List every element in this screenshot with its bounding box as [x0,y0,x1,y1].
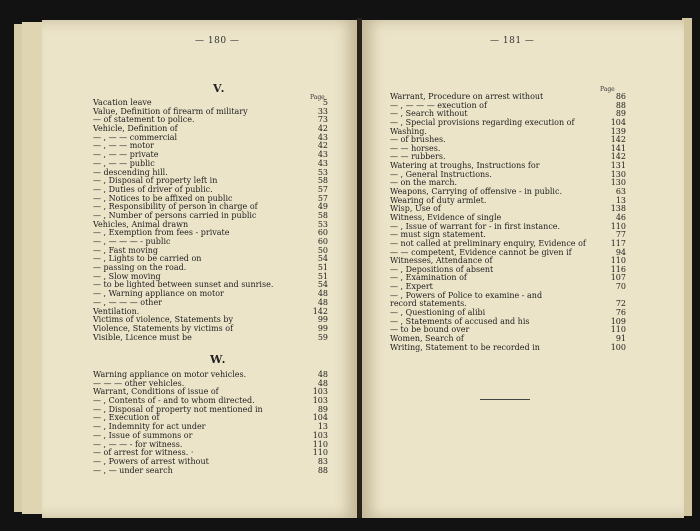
entry-page-number: 86 [615,92,626,101]
entry-page-number: 89 [317,404,328,414]
entry-page-number: 48 [317,297,328,307]
entry-text: Warrant, Conditions of issue of [93,387,219,397]
entry-page-number: 110 [610,325,626,335]
entry-text: — , Issue of warrant for - in first instance. [390,221,561,231]
entry-page-number: 48 [317,370,328,379]
entry-text: Witnesses, Attendance of [390,256,493,266]
entry-page-number: 138 [610,204,626,214]
entry-text: — , Warning appliance on motor [93,289,224,299]
entry-text: — — rubbers. [390,152,446,162]
entry-page-number: 142 [312,306,328,316]
entry-text: — , General Instructions. [390,169,492,179]
entry-text: — , Duties of driver of public. [93,184,213,194]
page-column-label: Page [600,86,615,93]
entry-page-number: 51 [317,271,328,281]
entry-text: Women, Search of [390,333,464,343]
entry-text: — — — other vehicles. [93,378,185,388]
entry-page-number: 43 [317,132,328,142]
entry-page-number: 104 [312,413,328,423]
entry-text: — , — — public [93,158,155,168]
entry-text: — not called at preliminary enquiry, Evidence of [390,238,586,248]
entry-page-number: 109 [610,316,626,326]
entry-page-number: 77 [615,230,626,240]
entry-text: — of arrest for witness. · [93,448,194,458]
entry-text: — , — — motor [93,141,154,151]
entry-text: — on the march. [390,178,458,188]
page-edges-left-inner [22,22,44,514]
entry-page-number: 70 [615,282,626,292]
entry-text: — , — — private [93,150,159,160]
entry-page-number: 57 [317,184,328,194]
index-list-v [93,99,328,342]
entry-page-number: 54 [317,254,328,264]
entry-text: — , Disposal of property left in [93,176,218,186]
entry-page-number: 13 [615,195,626,205]
entry-text: — , Statements of accused and his [390,316,530,326]
entry-page-number: 63 [615,187,626,197]
entry-page-number: 43 [317,150,328,160]
entry-text: — , — — commercial [93,132,178,142]
entry-text: — , Questioning of alibi [390,308,486,318]
page-column-label: Page [310,94,325,101]
entry-text: Visible, Licence must be [93,332,192,342]
entry-page-number: 50 [317,245,328,255]
entry-text: — — horses. [390,143,441,153]
entry-text: Vacation leave [93,98,152,107]
entry-text: — , Responsibility of person in charge of [93,202,258,212]
entry-page-number: 110 [610,256,626,266]
entry-text: Writing, Statement to be recorded in [390,342,540,352]
section-heading-v: V. [213,82,226,95]
entry-text: Warning appliance on motor vehicles. [93,370,247,379]
entry-text: — of brushes. [390,135,446,145]
entry-page-number: 33 [317,106,328,116]
index-list-w [93,371,328,475]
entry-text: — , Search without [390,109,468,119]
entry-text: — , Execution of [93,413,160,423]
entry-page-number: 48 [317,289,328,299]
entry-page-number: 60 [317,237,328,246]
entry-page-number: 110 [312,448,328,458]
entry-page-number: 58 [317,176,328,186]
entry-page-number: 72 [615,299,626,309]
entry-text: — , — — - for witness. [93,439,183,449]
entry-page-number: 94 [615,247,626,257]
index-entry [390,344,626,353]
entry-text: — , Notices to be affixed on public [93,193,233,203]
entry-page-number: 107 [610,273,626,283]
entry-text: Watering at troughs, Instructions for [390,161,540,171]
entry-text: Violence, Statements by victims of [93,323,234,333]
section-heading-w: W. [210,353,227,366]
entry-text: — , Expert [390,282,433,292]
entry-page-number: 117 [610,238,626,248]
entry-text: — to be lighted between sunset and sunrise. [93,280,274,290]
entry-page-number: 59 [317,332,328,342]
entry-page-number: 100 [610,342,626,352]
entry-text: Victims of violence, Statements by [93,315,234,325]
entry-text: record statements. [390,299,467,309]
entry-page-number: 91 [615,333,626,343]
entry-text: — , Powers of Police to examine - and [390,290,543,300]
entry-page-number: 42 [317,124,328,134]
entry-text: Vehicle, Definition of [93,124,178,134]
entry-text: — , Exemption from fees - private [93,228,230,238]
entry-page-number: 43 [317,158,328,168]
entry-text: — of statement to police. [93,115,195,125]
entry-text: — , Depositions of absent [390,264,494,274]
entry-text: — , — — — other [93,297,162,307]
entry-page-number: 103 [312,396,328,406]
entry-page-number: 99 [317,315,328,325]
entry-text: — , Special provisions regarding execution of [390,117,575,127]
index-entry [93,334,328,343]
entry-text: Vehicles, Animal drawn [93,219,189,229]
entry-page-number: 103 [312,387,328,397]
entry-text: Wisp, Use of [390,204,441,214]
entry-page-number: 73 [317,115,328,125]
entry-page-number: 131 [610,161,626,171]
entry-text: Witness, Evidence of single [390,212,502,222]
entry-text: — , Powers of arrest without [93,456,209,466]
entry-text: — , Indemnity for act under [93,422,206,432]
entry-text: — , — — — - public [93,237,171,246]
left-page-number: — 180 — [195,36,240,46]
entry-page-number: 76 [615,308,626,318]
entry-text: — , — — — execution of [390,100,487,110]
entry-page-number: 46 [615,212,626,222]
index-list-w-continued [390,93,626,352]
entry-page-number: 116 [610,264,626,274]
entry-page-number: 142 [610,135,626,145]
entry-text: Ventilation. [93,306,140,316]
entry-page-number: 54 [317,280,328,290]
entry-text: — must sign statement. [390,230,486,240]
entry-text: — descending hill. [93,167,168,177]
entry-text: — , — under search [93,465,173,475]
entry-page-number: 110 [610,221,626,231]
entry-page-number: 104 [610,117,626,127]
entry-page-number: 48 [317,378,328,388]
entry-page-number: 5 [322,98,328,107]
entry-page-number: 60 [317,228,328,238]
entry-page-number: 130 [610,169,626,179]
book-spine [357,18,362,518]
entry-text: — passing on the road. [93,263,187,273]
entry-page-number: 99 [317,323,328,333]
index-entry [93,467,328,476]
entry-page-number: 142 [610,152,626,162]
entry-page-number: 110 [312,439,328,449]
entry-page-number: 88 [615,100,626,110]
entry-text: — , Contents of - and to whom directed. [93,396,255,406]
entry-text: Washing. [390,126,427,136]
entry-page-number: 13 [317,422,328,432]
entry-page-number: 51 [317,263,328,273]
entry-text: — , Slow moving [93,271,161,281]
entry-page-number: 58 [317,210,328,220]
entry-text: — , Examination of [390,273,467,283]
entry-page-number: 57 [317,193,328,203]
entry-page-number: 53 [317,219,328,229]
entry-text: — — competent, Evidence cannot be given if [390,247,572,257]
entry-text: — , Lights to be carried on [93,254,202,264]
entry-page-number: 83 [317,456,328,466]
entry-text: Value, Definition of firearm of military [93,106,248,116]
entry-text: — , Number of persons carried in public [93,210,257,220]
entry-text: Wearing of duty armlet. [390,195,487,205]
entry-page-number: 89 [615,109,626,119]
entry-page-number: 49 [317,202,328,212]
entry-text: Warrant, Procedure on arrest without [390,92,544,101]
entry-text: — , Disposal of property not mentioned in [93,404,263,414]
entry-page-number: 42 [317,141,328,151]
end-rule [480,399,530,400]
entry-page-number: 88 [317,465,328,475]
entry-page-number: 53 [317,167,328,177]
entry-page-number: 130 [610,178,626,188]
entry-page-number: 139 [610,126,626,136]
entry-text: — , Fast moving [93,245,159,255]
entry-text: — , Issue of summons or [93,430,193,440]
entry-page-number: 103 [312,430,328,440]
entry-text: Weapons, Carrying of offensive - in public. [390,187,562,197]
entry-text: — to be bound over [390,325,470,335]
entry-page-number: 141 [610,143,626,153]
right-page-number: — 181 — [490,36,535,46]
